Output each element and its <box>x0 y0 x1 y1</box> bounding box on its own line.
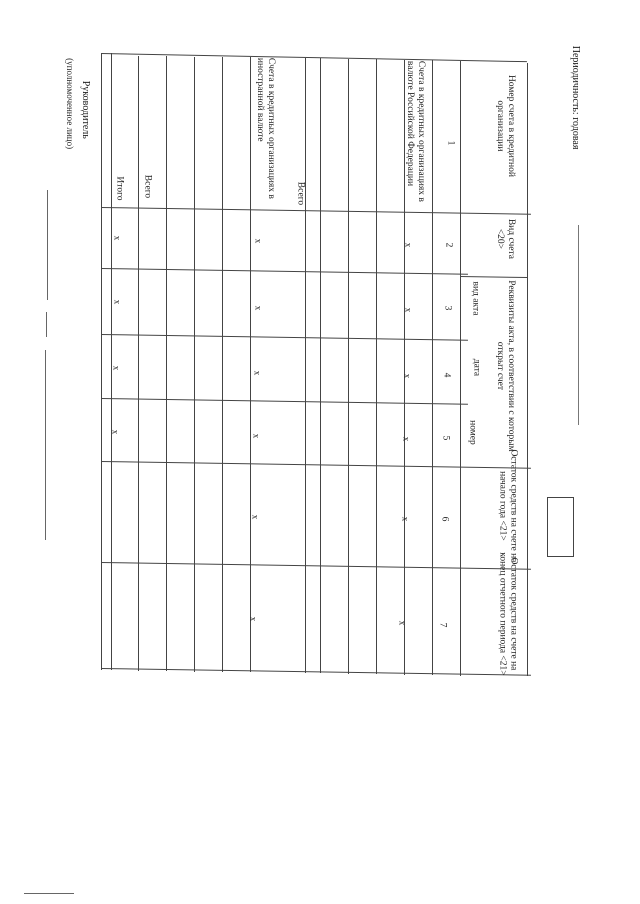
cross-mark: x <box>253 238 264 244</box>
col-header-act-date: дата <box>471 358 482 377</box>
cross-mark: x <box>251 433 262 439</box>
signature-line <box>45 350 46 540</box>
col-number-3: 3 <box>442 305 453 311</box>
cross-mark: x <box>253 305 264 311</box>
head-label: Руководитель <box>79 80 91 139</box>
col-header-account-type: Вид счета <20> <box>495 218 516 259</box>
head-sublabel: (уполномоченное лицо) <box>65 58 76 150</box>
cross-mark: x <box>403 242 414 248</box>
cross-mark: x <box>400 516 411 522</box>
row-label-fx-accounts: Счета в кредитных организациях в иностранной валюте <box>255 57 276 199</box>
row-label-grand-total: Итого <box>114 176 125 201</box>
col-number-7: 7 <box>437 622 448 628</box>
signature-line <box>46 312 47 337</box>
col-header-act-details: Реквизиты акта, в соответствии с которым открыт счет <box>495 280 516 452</box>
cross-mark: x <box>403 307 414 313</box>
col-number-4: 4 <box>441 372 452 378</box>
cross-mark: x <box>397 620 408 626</box>
col-number-1: 1 <box>445 140 456 146</box>
col-header-balance-end: Остаток средств на счете на конец отчетного периода <21> <box>497 552 519 676</box>
col-header-balance-start: Остаток средств на счете на начало года <21> <box>497 449 519 563</box>
cross-mark: x <box>112 235 123 241</box>
cross-mark: x <box>401 436 412 442</box>
col-number-5: 5 <box>440 435 451 441</box>
cross-mark: x <box>111 365 122 371</box>
bottom-line <box>24 893 74 894</box>
cross-mark: x <box>250 514 261 520</box>
cross-mark: x <box>110 429 121 435</box>
col-header-act-type: вид акта <box>470 281 481 316</box>
row-label-subtotal-2: Всего <box>142 174 153 199</box>
cross-mark: x <box>402 373 413 379</box>
cross-mark: x <box>248 616 259 622</box>
periodicity-label: Периодичность: годовая <box>569 45 581 150</box>
col-number-2: 2 <box>443 242 454 248</box>
col-header-act-number: номер <box>467 420 478 445</box>
col-number-6: 6 <box>439 516 450 522</box>
col-header-account-number: Номер счета в кредитной организации <box>495 74 516 177</box>
cross-mark: x <box>112 299 123 305</box>
row-label-subtotal-1: Всего <box>295 181 306 206</box>
signature-line <box>47 190 48 300</box>
row-label-rub-accounts: Счета в кредитных организациях в валюте Российской Федерации <box>405 60 426 202</box>
cross-mark: x <box>252 370 263 376</box>
